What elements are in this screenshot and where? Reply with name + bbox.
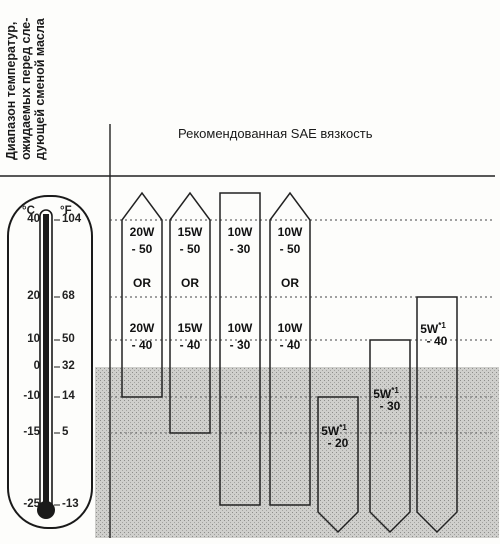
oil-grade-range-label: - 50 — [279, 242, 301, 256]
oil-grade-label: 10W — [277, 321, 303, 335]
fahrenheit-tick-label: 5 — [62, 426, 69, 438]
celsius-tick-label: -10 — [23, 390, 40, 402]
oil-grade-range-label: - 30 — [229, 242, 251, 256]
oil-grade-range-label: - 40 — [179, 338, 201, 352]
oil-grade-label: 10W — [227, 225, 253, 239]
fahrenheit-tick-label: 50 — [62, 333, 75, 345]
oil-grade-range-label: - 50 — [131, 242, 153, 256]
oil-grade-label: 20W — [129, 321, 155, 335]
footnote-marker: *1 — [391, 386, 399, 395]
oil-grade-label: $5W^{*1}$ — [373, 386, 399, 401]
recommended-viscosity-title: Рекомендованная SAE вязкость — [178, 126, 373, 141]
oil-grade-range-label: - 20 — [327, 436, 349, 450]
oil-grade-label: $5W^{*1}$ — [420, 321, 446, 336]
cold-region-shading — [95, 367, 499, 538]
or-label: OR — [281, 276, 299, 290]
oil-grade-label: $5W^{*1}$ — [321, 423, 347, 438]
footnote-marker: *1 — [438, 321, 446, 330]
fahrenheit-tick-label: 68 — [62, 290, 75, 302]
fahrenheit-tick-label: 104 — [62, 213, 82, 225]
oil-bar — [122, 193, 162, 397]
temperature-range-title-line1: Диапазон температур, — [4, 21, 18, 160]
fahrenheit-tick-label: -13 — [62, 498, 79, 510]
footnote-marker: *1 — [339, 423, 347, 432]
oil-grade-range-label: - 40 — [426, 334, 448, 348]
thermometer-mercury — [43, 214, 49, 506]
oil-grade-label: 20W — [129, 225, 155, 239]
celsius-tick-label: -15 — [23, 426, 40, 438]
celsius-tick-label: 0 — [33, 360, 40, 372]
or-label: OR — [133, 276, 151, 290]
temperature-range-title-line2: ожидаемых перед сле- — [18, 17, 33, 160]
oil-grade-label: 15W — [177, 225, 203, 239]
celsius-unit-label: °C — [22, 205, 35, 217]
oil-grade-range-label: - 30 — [229, 338, 251, 352]
oil-grade-range-label: - 30 — [379, 399, 401, 413]
celsius-tick-label: 40 — [27, 213, 40, 225]
fahrenheit-tick-label: 32 — [62, 360, 75, 372]
celsius-tick-label: 20 — [27, 290, 40, 302]
fahrenheit-tick-label: 14 — [62, 390, 75, 402]
oil-grade-range-label: - 40 — [279, 338, 301, 352]
oil-grade-range-label: - 40 — [131, 338, 153, 352]
oil-grade-label: 10W — [227, 321, 253, 335]
oil-grade-range-label: - 50 — [179, 242, 201, 256]
oil-grade-label: 10W — [277, 225, 303, 239]
celsius-tick-label: 10 — [27, 333, 40, 345]
fahrenheit-unit-label: °F — [60, 205, 72, 217]
celsius-tick-label: -25 — [23, 498, 40, 510]
temperature-range-title — [4, 0, 48, 160]
or-label: OR — [181, 276, 199, 290]
temperature-range-title-line3: дующей сменой масла — [33, 18, 47, 160]
oil-grade-label: 15W — [177, 321, 203, 335]
